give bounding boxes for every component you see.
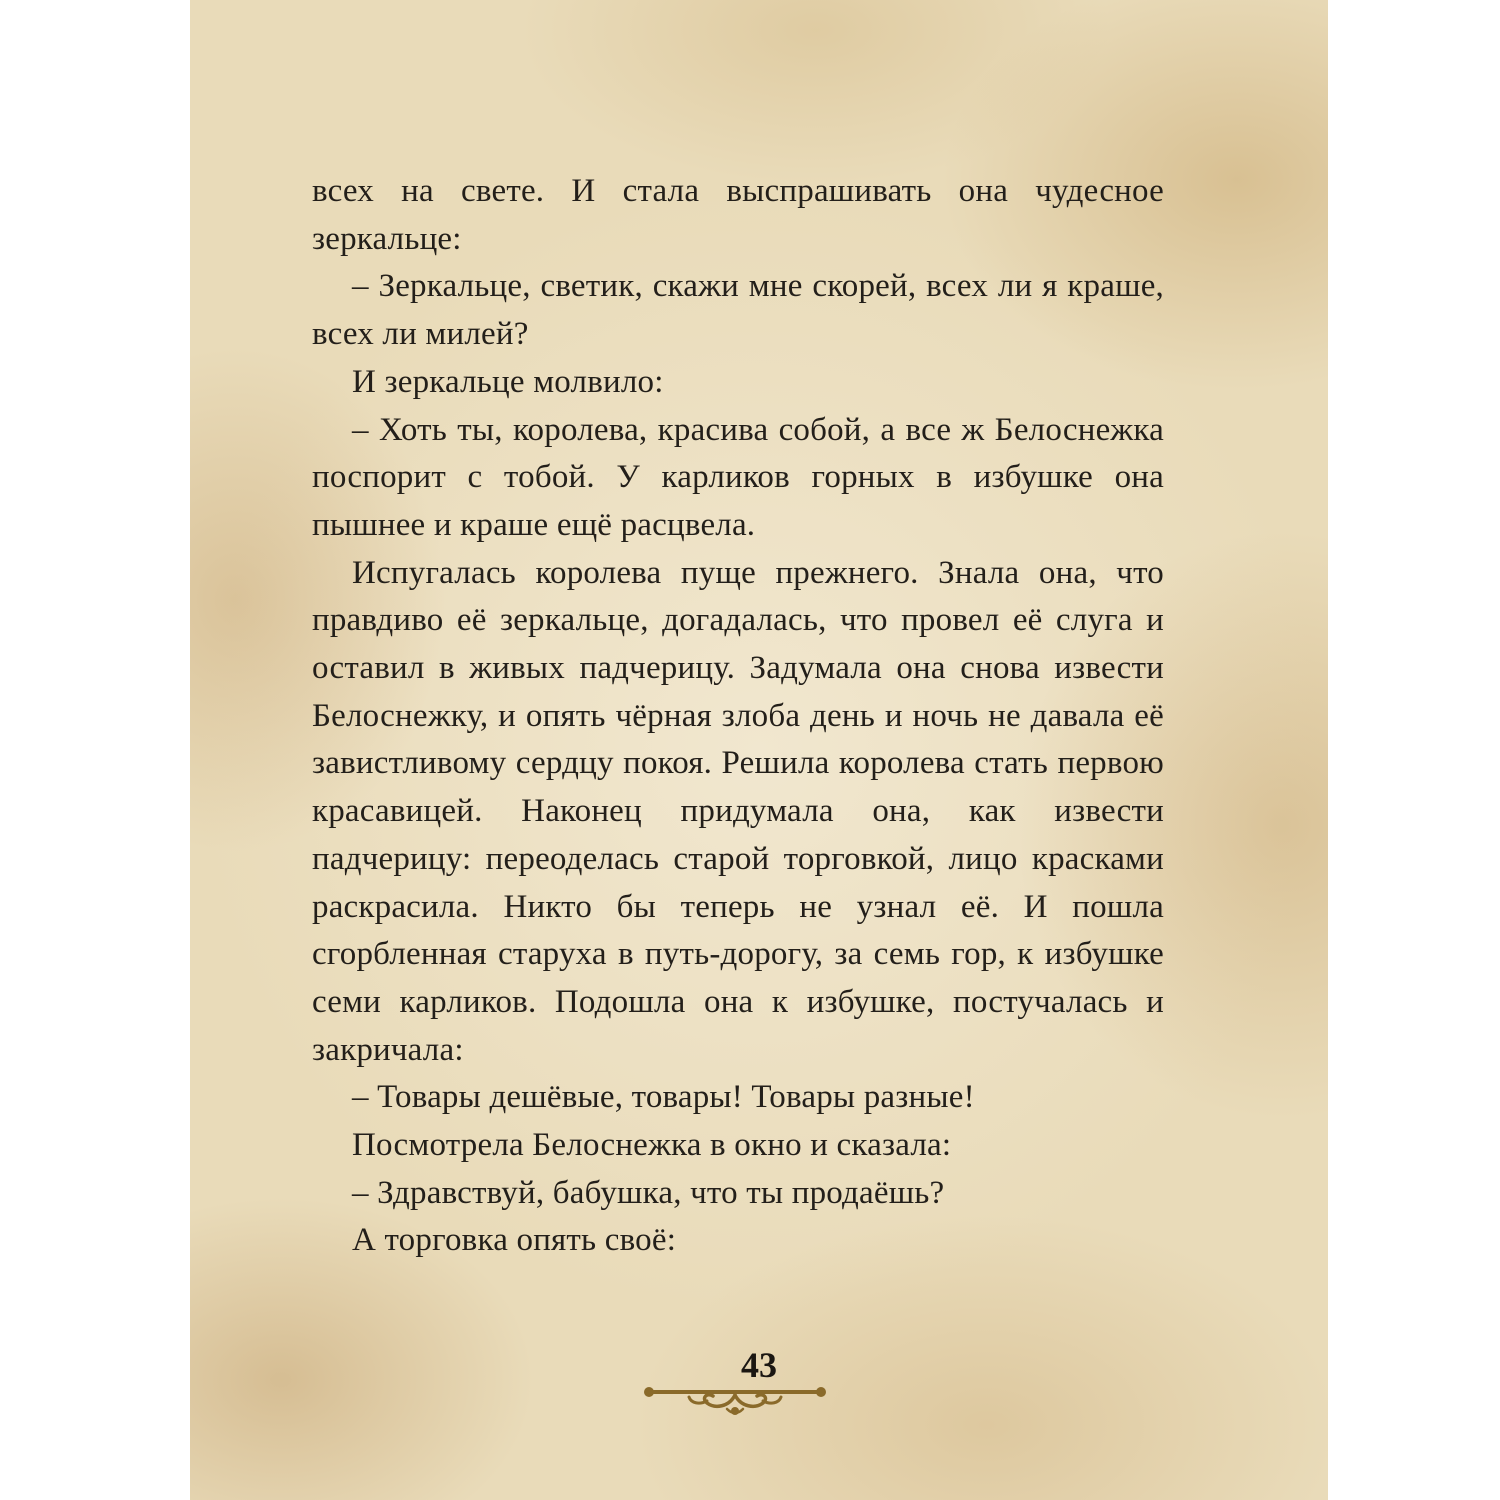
paragraph: всех на свете. И стала выспрашивать она чудесное зеркальце: [312, 173, 1164, 257]
page-number: 43 [741, 1345, 777, 1385]
paragraph: – Хоть ты, королева, красива собой, а все ж Белоснежка поспорит с тобой. У карликов горных в избушке она пышнее и краше ещё расцвела. [312, 411, 1164, 543]
story-text [312, 168, 1164, 1265]
paragraph: – Здравствуй, бабушка, что ты продаёшь? [352, 1174, 945, 1211]
scroll-ornament-icon [643, 1381, 827, 1419]
paragraph: – Зеркальце, светик, скажи мне скорей, всех ли я краше, всех ли милей? [312, 268, 1164, 353]
paragraph: А торговка опять своё: [352, 1222, 677, 1259]
paragraph: Испугалась королева пуще прежнего. Знала она, что правдиво её зеркальце, догадалась, что провел её слуга и оставил в живых падчерицу. Задумала она снова извести Белоснежку, и опять чёрная злоба день и ночь не давала её завистливому сердцу покоя. Решила королева стать первою красавицей. Наконец придумала она, как извести падчерицу: переоделась старой торговкой, лицо красками раскрасила. Никто бы теперь не узнал её. И пошла сгорбленная старуха в путь-дорогу, за семь гор, к избушке семи карликов. Подошла она к избушке, постучалась и закричала: [312, 554, 1164, 1068]
book-page [190, 0, 1328, 1500]
paragraph: И зеркальце молвило: [352, 363, 664, 400]
paragraph: Посмотрела Белоснежка в окно и сказала: [352, 1127, 952, 1164]
paragraph: – Товары дешёвые, товары! Товары разные! [352, 1079, 975, 1116]
